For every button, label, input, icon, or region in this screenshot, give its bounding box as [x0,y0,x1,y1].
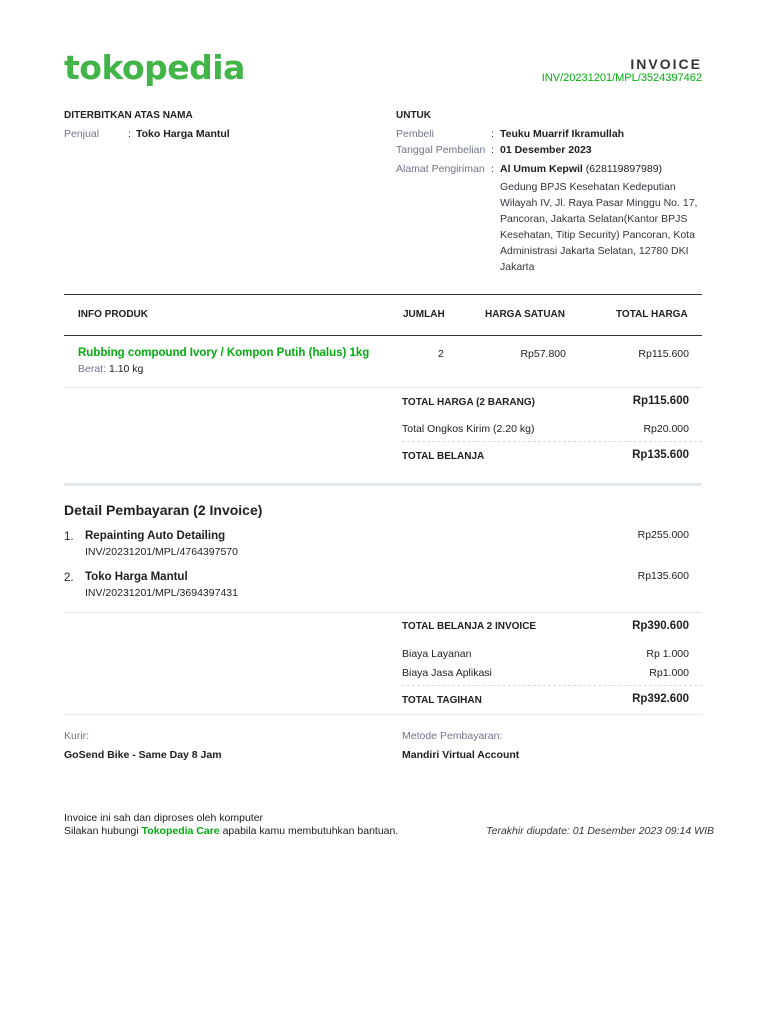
total-belanja-value: Rp135.600 [632,449,689,461]
recipient-heading: UNTUK [396,110,431,121]
service-fee-value: Rp 1.000 [646,648,689,660]
payment-item-index: 2. [64,572,74,584]
total-tagihan-label: TOTAL TAGIHAN [402,695,482,706]
fees-divider [402,685,702,686]
column-header-qty: JUMLAH [403,309,445,320]
totals-rule [64,714,702,715]
total-2-invoice-value: Rp390.600 [632,620,689,632]
address-name: Al Umum Kepwil [500,163,583,175]
purchase-date-value: 01 Desember 2023 [500,144,592,156]
buyer-value: Teuku Muarrif Ikramullah [500,128,625,140]
payment-detail-title: Detail Pembayaran (2 Invoice) [64,502,263,518]
subtotal-label: TOTAL HARGA (2 BARANG) [402,397,535,408]
payment-item-amount: Rp255.000 [637,529,689,541]
weight-label: Berat: [78,363,107,375]
courier-value: GoSend Bike - Same Day 8 Jam [64,749,222,761]
section-divider [64,483,702,486]
total-2-invoice-label: TOTAL BELANJA 2 INVOICE [402,621,537,632]
app-fee-label: Biaya Jasa Aplikasi [402,667,492,679]
address-phone: (628119897989) [585,163,663,175]
product-qty: 2 [438,348,444,360]
footer-line-1: Invoice ini sah dan diproses oleh komputer [64,812,264,824]
payment-item-amount: Rp135.600 [637,570,689,582]
product-total: Rp115.600 [638,348,689,360]
payment-item-invoice: INV/20231201/MPL/4764397570 [85,546,238,558]
footer-suffix: apabila kamu membutuhkan bantuan. [222,825,399,837]
payment-items-rule [64,612,702,613]
total-belanja-label: TOTAL BELANJA [402,451,485,462]
total-tagihan-value: Rp392.600 [632,693,689,705]
subtotal-value: Rp115.600 [632,395,689,407]
address-block [500,179,710,275]
footer-prefix: Silakan hubungi [64,825,139,837]
payment-item-store: Repainting Auto Detailing [85,530,226,542]
address-line: Jakarta [500,261,535,273]
service-fee-label: Biaya Layanan [402,648,472,660]
address-line: Pancoran, Jakarta Selatan(Kantor BPJS [500,213,688,225]
footer-note [64,812,398,838]
buyer-colon: : [491,128,494,140]
payment-item-index: 1. [64,531,74,543]
address-colon: : [491,163,494,175]
product-name[interactable]: Rubbing compound Ivory / Kompon Putih (halus) 1kg [78,347,370,359]
purchase-date-label: Tanggal Pembelian [396,144,486,156]
address-line: Wilayah IV, Jl. Raya Pasar Minggu No. 17, [500,197,698,209]
weight-value: 1.10 kg [108,363,144,375]
product-unit-price: Rp57.800 [520,348,566,360]
summary-divider [402,441,702,442]
address-label: Alamat Pengiriman [396,163,485,175]
table-top-rule [64,294,702,295]
product-row-rule [64,387,702,388]
invoice-title: INVOICE [630,56,702,72]
tokopedia-care-link[interactable]: Tokopedia Care [141,825,220,837]
payment-item-store: Toko Harga Mantul [85,571,188,583]
invoice-number: INV/20231201/MPL/3524397462 [541,72,702,84]
seller-label: Penjual [64,128,100,140]
address-line: Gedung BPJS Kesehatan Kedeputian [500,181,676,193]
footer-line-2 [64,825,398,838]
shipping-value: Rp20.000 [643,423,689,435]
courier-label: Kurir: [64,730,90,742]
purchase-date-colon: : [491,144,494,156]
payment-method-label: Metode Pembayaran: [402,730,503,742]
address-line: Administrasi Jakarta Selatan, 12780 DKI [500,245,689,257]
seller-colon: : [128,128,131,140]
product-weight [78,363,143,375]
issuer-heading: DITERBITKAN ATAS NAMA [64,110,193,121]
column-header-unit-price: HARGA SATUAN [485,309,565,320]
buyer-label: Pembeli [396,128,434,140]
seller-value: Toko Harga Mantul [136,128,230,140]
payment-item-invoice: INV/20231201/MPL/3694397431 [85,587,238,599]
address-line: Kesehatan, Titip Security) Pancoran, Kota [500,229,695,241]
address-recipient [500,163,662,175]
last-updated: Terakhir diupdate: 01 Desember 2023 09:14 WIB [486,825,714,837]
shipping-label: Total Ongkos Kirim (2.20 kg) [402,423,535,435]
column-header-product: INFO PRODUK [78,309,148,320]
payment-method-value: Mandiri Virtual Account [402,749,520,761]
table-header-rule [64,335,702,336]
column-header-total: TOTAL HARGA [616,309,688,320]
app-fee-value: Rp1.000 [649,667,689,679]
tokopedia-logo: tokopedia [64,48,245,87]
